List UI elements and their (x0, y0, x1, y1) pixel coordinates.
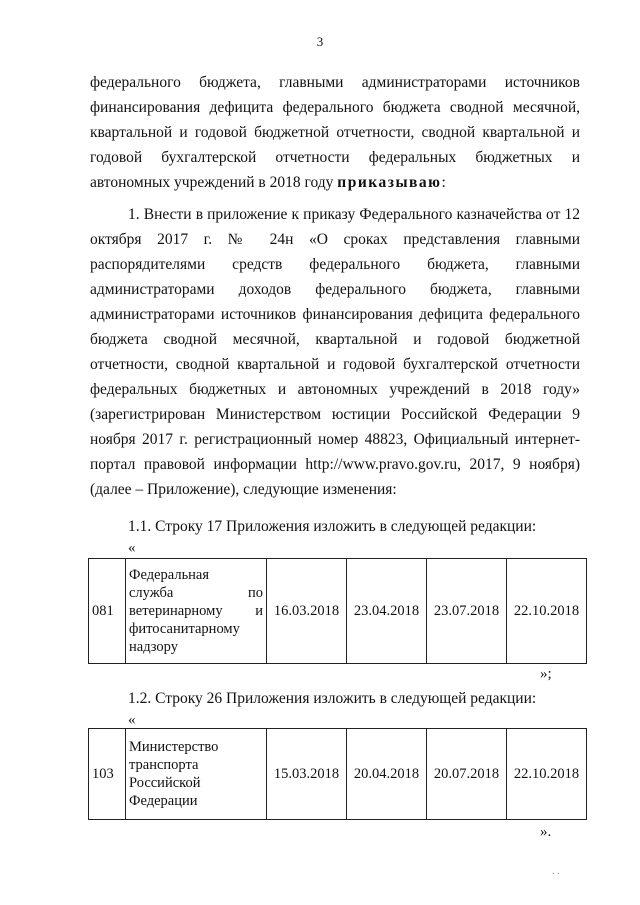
intro-end: : (441, 174, 446, 191)
order-keyword: приказываю (337, 174, 442, 191)
agency-name-line: надзору (129, 639, 178, 655)
row-date-3: 23.07.2018 (427, 559, 507, 664)
agency-name-line: Федеральная (129, 567, 210, 583)
table-row (89, 559, 587, 664)
row-agency-name: Министерство транспорта Российской Федерации (126, 729, 267, 820)
intro-paragraph (90, 70, 580, 195)
agency-name-line: фитосанитарному (129, 621, 240, 637)
row-code: 103 (89, 729, 126, 820)
intro-text: федерального бюджета, главными администраторами источников финансирования дефицита федерального бюджета сводной месячной, квартальной и годовой бюджетной отчетности, сводной квартальной и годовой бухгалтерской отчетности федеральных бюджетных и автономных учреждений в 2018 году (90, 74, 580, 191)
section-2-close-quote: ». (540, 824, 552, 840)
page-number: 3 (316, 34, 324, 49)
row-date-4: 22.10.2018 (507, 559, 587, 664)
row-date-2: 23.04.2018 (347, 559, 427, 664)
row-date-4: 22.10.2018 (507, 729, 587, 820)
section-1-heading: 1.1. Строку 17 Приложения изложить в следующей редакции: (128, 518, 537, 535)
row-code: 081 (89, 559, 126, 664)
section-2-table (88, 728, 587, 820)
agency-name-line: служба по (129, 585, 263, 601)
row-date-1: 16.03.2018 (267, 559, 347, 664)
section-1-open-quote: « (128, 540, 136, 556)
section-1-table (88, 558, 587, 664)
amendment-paragraph: 1. Внести в приложение к приказу Федерального казначейства от 12 октября 2017 г. № 24н «О сроках представления главными распорядителями средств федерального бюджета, главными администраторами доходов федерального бюджета, главными администраторами источников финансирования дефицита федерального бюджета сводной месячной, квартальной и годовой бюджетной отчетности, сводной квартальной и годовой бухгалтерской отчетности федеральных бюджетных и автономных учреждений в 2018 году» (зарегистрирован Министерством юстиции Российской Федерации 9 ноября 2017 г. регистрационный номер 48823, Официальный интернет-портал правовой информации http://www.pravo.gov.ru, 2017, 9 ноября) (далее – Приложение), следующие изменения: (90, 206, 580, 498)
scan-dot-mark: . . (552, 866, 560, 877)
section-2-open-quote: « (128, 712, 136, 728)
row-date-1: 15.03.2018 (267, 729, 347, 820)
row-date-3: 20.07.2018 (427, 729, 507, 820)
section-1-close-quote: »; (540, 666, 552, 682)
section-2-heading: 1.2. Строку 26 Приложения изложить в следующей редакции: (128, 690, 537, 707)
row-agency-name (126, 559, 267, 664)
agency-name-line: ветеринарному и (129, 603, 263, 619)
table-row (89, 729, 587, 820)
row-date-2: 20.04.2018 (347, 729, 427, 820)
